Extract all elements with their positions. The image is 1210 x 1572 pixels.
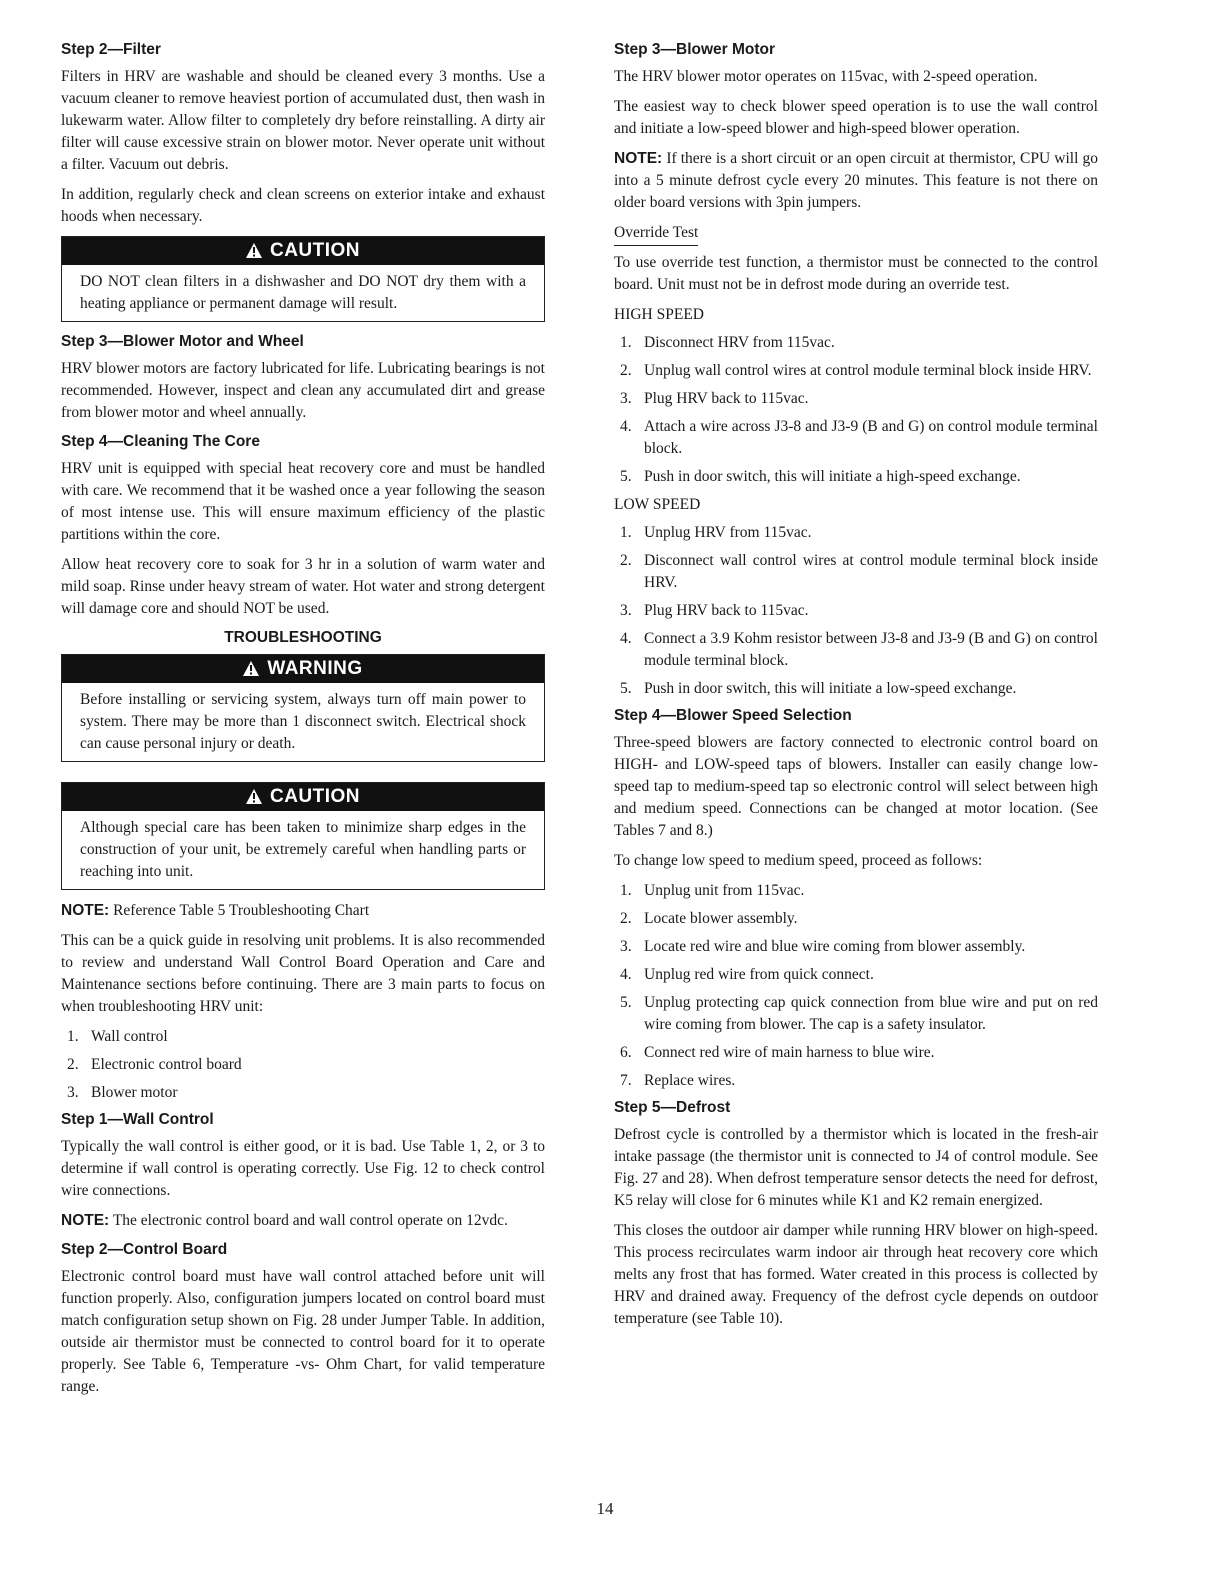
paragraph: Three-speed blowers are factory connected to electronic control board on HIGH- and LOW-speed taps of blowers. Installer can easily change low-speed tap to medium-speed tap so electronic control will select between high and medium speed. Connections can be changed at motor location. (See Tables 7 and 8.) — [614, 734, 1098, 839]
override-test-heading: Override Test — [614, 222, 1098, 246]
note — [61, 1210, 545, 1232]
list-item: 4. Connect a 3.9 Kohm resistor between J3-8 and J3-9 (B and G) on control module terminal block. — [620, 630, 1098, 669]
high-speed-heading: HIGH SPEED — [614, 306, 704, 323]
list-item: 7. Replace wires. — [620, 1072, 736, 1089]
list-item: 2. Electronic control board — [67, 1056, 242, 1073]
caution-header — [62, 237, 544, 265]
heading-step1-wall-control: Step 1—Wall Control — [61, 1111, 214, 1128]
blower-speed-steps — [614, 880, 1098, 1092]
low-speed-steps — [614, 522, 1098, 700]
list-item: 6. Connect red wire of main harness to blue wire. — [620, 1044, 935, 1061]
paragraph: This can be a quick guide in resolving unit problems. It is also recommended to review and understand Wall Control Board Operation and Care and Maintenance sections before continuing. There are 3 main parts to focus on when troubleshooting HRV unit: — [61, 932, 545, 1015]
warning-body: Before installing or servicing system, always turn off main power to system. There may be more than 1 disconnect switch. Electrical shock can cause personal injury or death. — [80, 691, 526, 752]
caution-box — [61, 236, 545, 322]
list-item: 2. Unplug wall control wires at control module terminal block inside HRV. — [620, 362, 1092, 379]
low-speed-heading: LOW SPEED — [614, 496, 701, 513]
caution-box — [61, 782, 545, 890]
warning-box — [61, 654, 545, 762]
high-speed-steps — [614, 332, 1098, 488]
list-item: 1. Wall control — [67, 1028, 168, 1045]
heading-step2-filter: Step 2—Filter — [61, 41, 161, 58]
caution-header — [62, 783, 544, 811]
note-text: If there is a short circuit or an open circuit at thermistor, CPU will go into a 5 minute defrost cycle every 20 minutes. This feature is not there on older board versions with 3pin jumpers. — [614, 150, 1098, 211]
list-item: 3. Locate red wire and blue wire coming from blower assembly. — [620, 938, 1026, 955]
paragraph: Electronic control board must have wall control attached before unit will function properly. Also, configuration jumpers located on control board must match configuration setup shown on Fig. 28 under Jumper Table. In addition, outside air thermistor must be connected to control board for it to operate properly. See Table 6, Temperature -vs- Ohm Chart, for valid temperature range. — [61, 1268, 545, 1395]
heading-step4-blower-speed-selection: Step 4—Blower Speed Selection — [614, 707, 852, 724]
page-number: 14 — [596, 1499, 614, 1518]
list-item: 1. Unplug HRV from 115vac. — [620, 524, 812, 541]
paragraph: The HRV blower motor operates on 115vac, with 2-speed operation. — [614, 68, 1038, 85]
note — [61, 900, 545, 922]
paragraph: Filters in HRV are washable and should be cleaned every 3 months. Use a vacuum cleaner to remove heaviest portion of accumulated dust, then wash in lukewarm water. Allow filter to completely dry before reinstalling. A dirty air filter will cause excessive strain on blower motor. Never operate unit without a filter. Vacuum out debris. — [61, 68, 545, 173]
paragraph: To use override test function, a thermistor must be connected to the control board. Unit must not be in defrost mode during an override test. — [614, 254, 1098, 293]
paragraph: This closes the outdoor air damper while running HRV blower on high-speed. This process recirculates warm indoor air through heat recovery core which melts any frost that has formed. Water created in this process is collected by HRV and drained away. Frequency of the defrost cycle depends on outdoor temperature (see Table 10). — [614, 1222, 1098, 1327]
warning-triangle-icon — [246, 785, 262, 813]
paragraph: HRV blower motors are factory lubricated for life. Lubricating bearings is not recommended. However, inspect and clean any accumulated dirt and grease from blower motor and wheel annually. — [61, 360, 545, 421]
paragraph: Typically the wall control is either good, or it is bad. Use Table 1, 2, or 3 to determine if wall control is operating correctly. Use Fig. 12 to check control wire connections. — [61, 1138, 545, 1199]
list-item: 1. Unplug unit from 115vac. — [620, 882, 805, 899]
note-label: NOTE: — [614, 150, 663, 167]
warning-triangle-icon — [246, 239, 262, 267]
list-item: 3. Plug HRV back to 115vac. — [620, 602, 809, 619]
paragraph: HRV unit is equipped with special heat recovery core and must be handled with care. We recommend that it be washed once a year following the season of most intense use. This will ensure maximum efficiency of the plastic partitions within the core. — [61, 460, 545, 543]
list-item: 1. Disconnect HRV from 115vac. — [620, 334, 835, 351]
note-label: NOTE: — [61, 902, 110, 919]
heading-step3-blower-motor: Step 3—Blower Motor — [614, 41, 776, 58]
list-item: 3. Blower motor — [67, 1084, 178, 1101]
note — [614, 148, 1098, 214]
right-column — [614, 40, 1098, 1338]
warning-triangle-icon — [243, 657, 259, 685]
list-item: 2. Locate blower assembly. — [620, 910, 798, 927]
paragraph: The easiest way to check blower speed operation is to use the wall control and initiate a low-speed blower and high-speed blower operation. — [614, 98, 1098, 137]
troubleshooting-parts-list — [61, 1026, 545, 1104]
paragraph: Defrost cycle is controlled by a thermistor which is located in the fresh-air intake passage (the thermistor unit is connected to J4 of control module. See Fig. 27 and 28). When defrost temperature sensor detects the need for defrost, K5 relay will close for 6 minutes while K1 and K2 remain energized. — [614, 1126, 1098, 1209]
warning-header — [62, 655, 544, 683]
caution-title: CAUTION — [269, 240, 361, 261]
caution-body: DO NOT clean filters in a dishwasher and DO NOT dry them with a heating appliance or permanent damage will result. — [80, 273, 526, 312]
list-item: 5. Push in door switch, this will initiate a low-speed exchange. — [620, 680, 1017, 697]
list-item: 4. Attach a wire across J3-8 and J3-9 (B and G) on control module terminal block. — [620, 418, 1098, 457]
paragraph: To change low speed to medium speed, proceed as follows: — [614, 852, 983, 869]
list-item: 2. Disconnect wall control wires at control module terminal block inside HRV. — [620, 552, 1098, 591]
note-label: NOTE: — [61, 1212, 110, 1229]
heading-troubleshooting: TROUBLESHOOTING — [224, 629, 382, 646]
caution-body: Although special care has been taken to minimize sharp edges in the construction of your unit, be extremely careful when handling parts or reaching into unit. — [80, 819, 526, 880]
heading-step2-control-board: Step 2—Control Board — [61, 1241, 228, 1258]
heading-step3-blower-motor-wheel: Step 3—Blower Motor and Wheel — [61, 333, 304, 350]
paragraph: In addition, regularly check and clean screens on exterior intake and exhaust hoods when necessary. — [61, 186, 545, 225]
note-text: Reference Table 5 Troubleshooting Chart — [113, 902, 370, 919]
list-item: 3. Plug HRV back to 115vac. — [620, 390, 809, 407]
list-item: 5. Unplug protecting cap quick connection from blue wire and put on red wire coming from blower. The cap is a safety insulator. — [620, 994, 1098, 1033]
list-item: 5. Push in door switch, this will initiate a high-speed exchange. — [620, 468, 1021, 485]
left-column — [61, 40, 545, 1406]
paragraph: Allow heat recovery core to soak for 3 hr in a solution of warm water and mild soap. Rinse under heavy stream of water. Hot water and strong detergent will damage core and should NOT be used. — [61, 556, 545, 617]
note-text: The electronic control board and wall control operate on 12vdc. — [112, 1212, 508, 1229]
list-item: 4. Unplug red wire from quick connect. — [620, 966, 874, 983]
heading-step5-defrost: Step 5—Defrost — [614, 1099, 731, 1116]
warning-title: WARNING — [267, 658, 363, 679]
caution-title: CAUTION — [269, 786, 361, 807]
heading-step4-cleaning-core: Step 4—Cleaning The Core — [61, 433, 260, 450]
